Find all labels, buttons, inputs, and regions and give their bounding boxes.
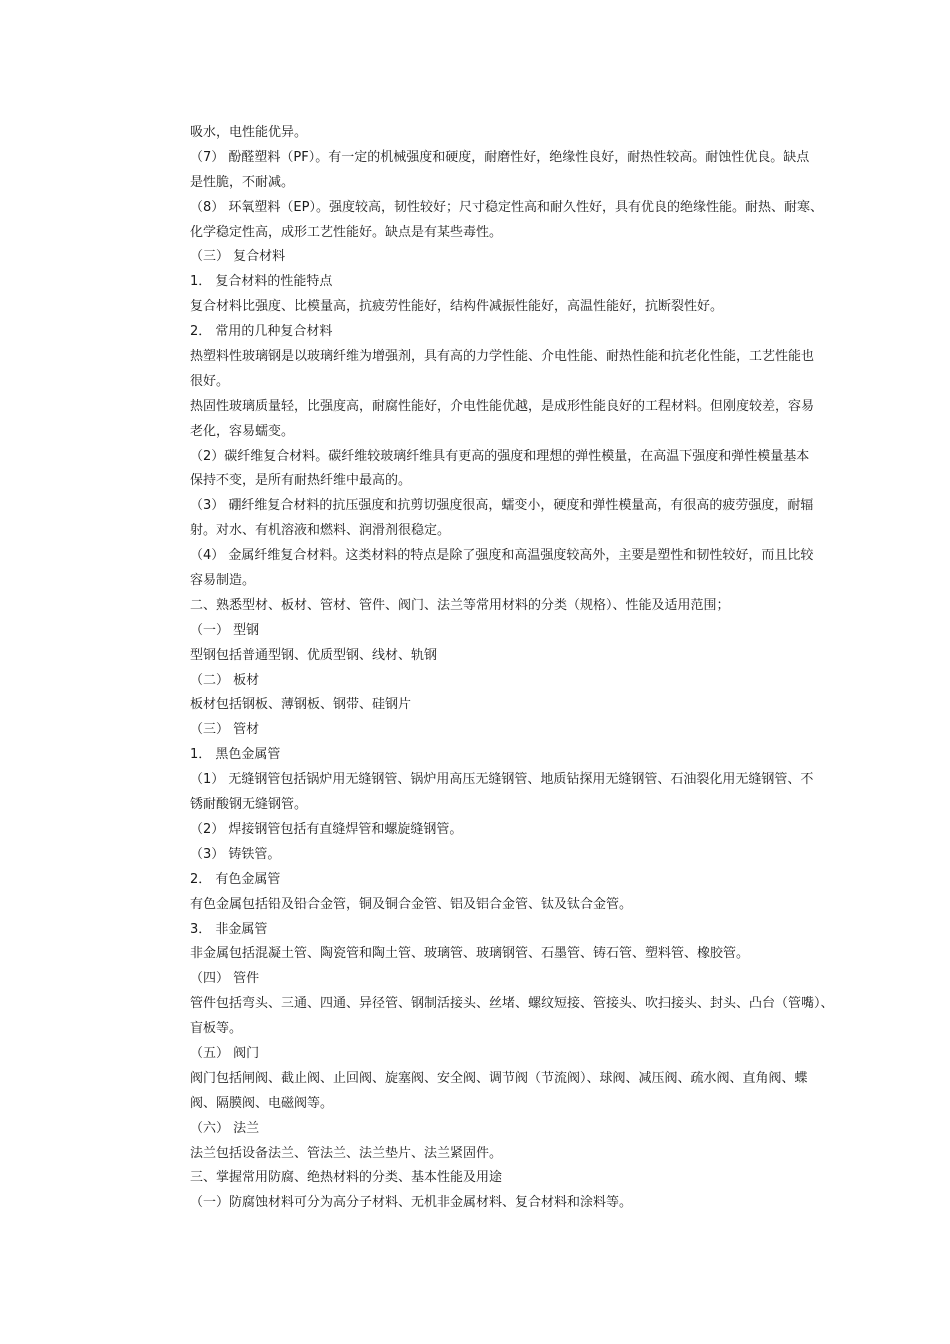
text-line: 吸水，电性能优异。 bbox=[190, 125, 308, 140]
text-line: （一）防腐蚀材料可分为高分子材料、无机非金属材料、复合材料和涂料等。 bbox=[190, 1195, 633, 1211]
text-line: 管件包括弯头、三通、四通、异径管、钢制活接头、丝堵、螺纹短接、管接头、吹扫接头、封头、凸台（管嘴）、 bbox=[190, 996, 834, 1012]
text-line: 保持不变，是所有耐热纤维中最高的。 bbox=[190, 473, 412, 489]
text-line: 三、掌握常用防腐、绝热材料的分类、基本性能及用途 bbox=[190, 1170, 503, 1186]
text-line: 型钢包括普通型钢、优质型钢、线材、轨钢 bbox=[190, 647, 438, 663]
document-page bbox=[190, 121, 880, 1216]
text-line: （7） 酚醛塑料（PF）。有一定的机械强度和硬度，耐磨性好，绝缘性良好，耐热性较高。耐蚀性优良。缺点 bbox=[190, 149, 810, 165]
text-line: 是性脆，不耐减。 bbox=[190, 174, 295, 190]
text-line: （二） 板材 bbox=[190, 672, 260, 688]
text-line: 非金属包括混凝土管、陶瓷管和陶土管、玻璃管、玻璃钢管、石墨管、铸石管、塑料管、橡胶管。 bbox=[190, 946, 750, 962]
text-line: （3） 铸铁管。 bbox=[190, 846, 281, 862]
text-line: 盲板等。 bbox=[190, 1021, 243, 1037]
text-line: 老化，容易蠕变。 bbox=[190, 423, 295, 439]
text-line: 1． 复合材料的性能特点 bbox=[190, 274, 333, 290]
text-line: 2． 常用的几种复合材料 bbox=[190, 324, 333, 340]
text-line: （四） 管件 bbox=[190, 971, 260, 987]
text-line: （五） 阀门 bbox=[190, 1045, 260, 1061]
text-line: （8） 环氧塑料（EP）。强度较高，韧性较好；尺寸稳定性高和耐久性好，具有优良的绝缘性能。耐热、耐寒、 bbox=[190, 199, 823, 215]
text-line: 热塑料性玻璃钢是以玻璃纤维为增强剂，具有高的力学性能、介电性能、耐热性能和抗老化性能，工艺性能也 bbox=[190, 349, 815, 365]
text-line: 3． 非金属管 bbox=[190, 921, 268, 937]
text-line: 化学稳定性高，成形工艺性能好。缺点是有某些毒性。 bbox=[190, 224, 503, 240]
text-line: 二、熟悉型材、板材、管材、管件、阀门、法兰等常用材料的分类（规格）、性能及适用范围； bbox=[190, 597, 730, 613]
text-line: （2）碳纤维复合材料。碳纤维较玻璃纤维具有更高的强度和理想的弹性模量，在高温下强度和弹性模量基本 bbox=[190, 448, 810, 464]
text-line: （1） 无缝钢管包括锅炉用无缝钢管、锅炉用高压无缝钢管、地质钻探用无缝钢管、石油裂化用无缝钢管、不 bbox=[190, 772, 814, 788]
text-line: （3） 硼纤维复合材料的抗压强度和抗剪切强度很高，蠕变小，硬度和弹性模量高，有很高的疲劳强度，耐辐 bbox=[190, 498, 814, 514]
text-line: （三） 复合材料 bbox=[190, 249, 286, 265]
text-line: 射。对水、有机溶液和燃料、润滑剂很稳定。 bbox=[190, 523, 451, 539]
text-line: 锈耐酸钢无缝钢管。 bbox=[190, 797, 308, 813]
text-line: 热固性玻璃质量轻，比强度高，耐腐性能好，介电性能优越，是成形性能良好的工程材料。但刚度较差，容易 bbox=[190, 398, 815, 414]
text-line: 2． 有色金属管 bbox=[190, 871, 281, 887]
text-line: 有色金属包括铅及铅合金管，铜及铜合金管、铝及铝合金管、钛及钛合金管。 bbox=[190, 896, 633, 912]
text-line: 很好。 bbox=[190, 373, 230, 389]
text-line: 板材包括钢板、薄钢板、钢带、硅钢片 bbox=[190, 697, 412, 713]
text-line: 容易制造。 bbox=[190, 573, 256, 589]
text-line: （4） 金属纤维复合材料。这类材料的特点是除了强度和高温强度较高外，主要是塑性和韧性较好，而且比较 bbox=[190, 548, 814, 564]
text-line: 阀、隔膜阀、电磁阀等。 bbox=[190, 1095, 334, 1111]
text-line: （三） 管材 bbox=[190, 722, 260, 738]
text-line: 1． 黑色金属管 bbox=[190, 747, 281, 763]
text-line: （六） 法兰 bbox=[190, 1120, 260, 1136]
text-line: （一） 型钢 bbox=[190, 622, 260, 638]
text-line: （2） 焊接钢管包括有直缝焊管和螺旋缝钢管。 bbox=[190, 821, 463, 837]
text-line: 阀门包括闸阀、截止阀、止回阀、旋塞阀、安全阀、调节阀（节流阀）、球阀、减压阀、疏水阀、直角阀、蝶 bbox=[190, 1070, 808, 1086]
text-line: 复合材料比强度、比模量高，抗疲劳性能好，结构件减振性能好，高温性能好，抗断裂性好。 bbox=[190, 299, 724, 315]
text-line: 法兰包括设备法兰、管法兰、法兰垫片、法兰紧固件。 bbox=[190, 1145, 503, 1161]
